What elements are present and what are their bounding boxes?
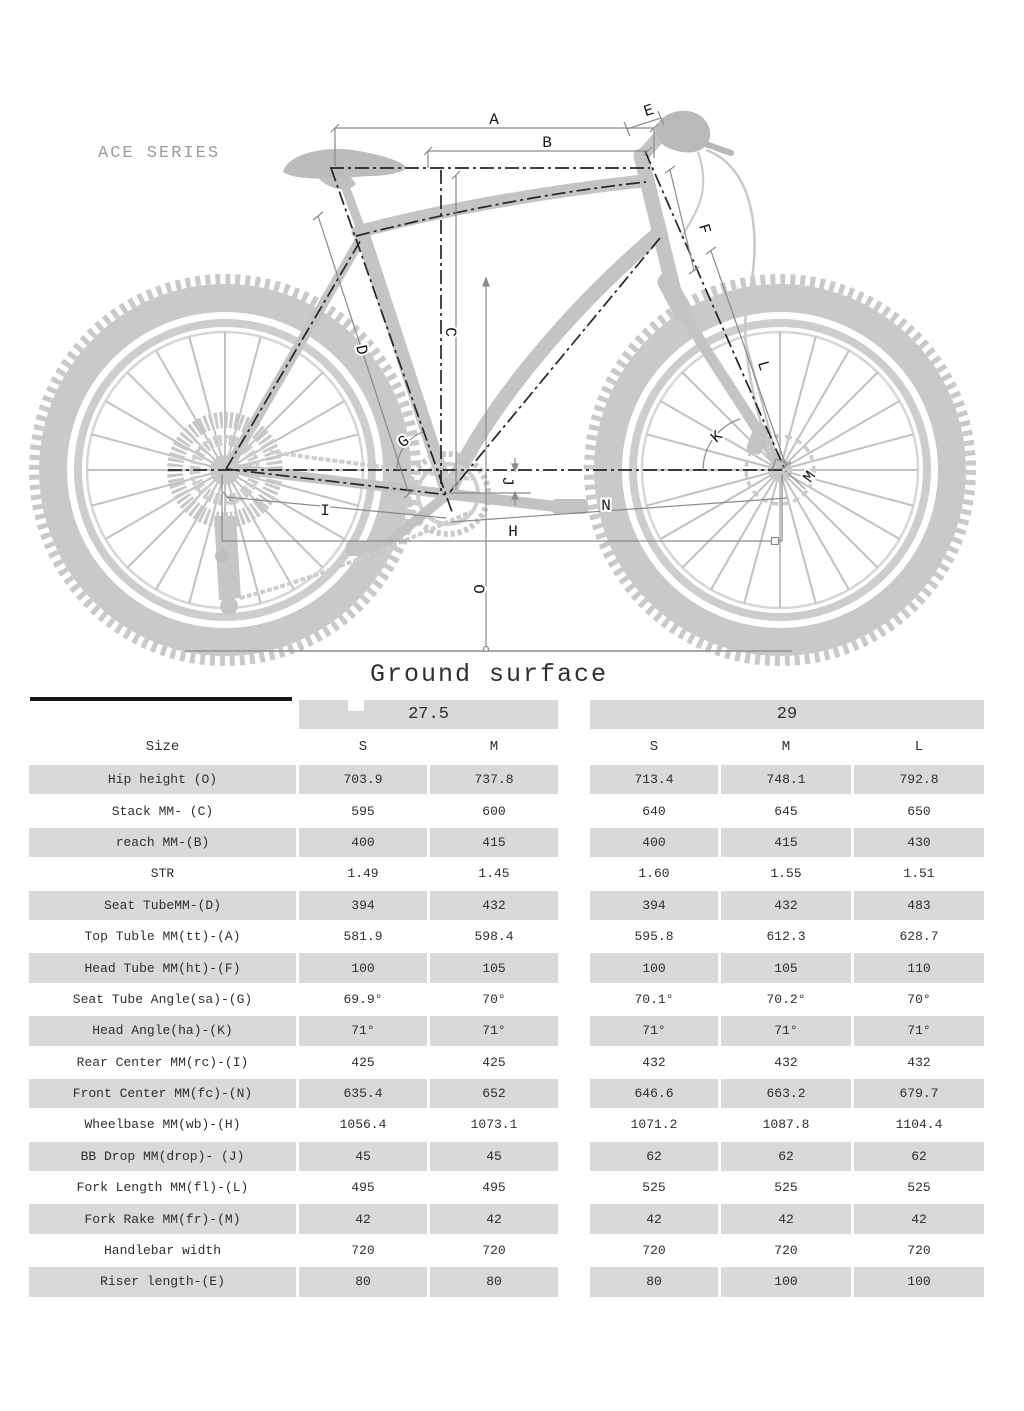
dim-label-g: G [394,431,414,453]
row-value: 645 [774,803,798,819]
table-row [29,1078,987,1109]
dim-label-f: F [694,221,714,237]
header-spacer [29,700,296,729]
table-row [29,952,987,983]
row-value: 430 [854,828,984,857]
table-row [29,1047,987,1078]
series-title: ACE SERIES [98,144,221,163]
row-value: 71° [299,1016,427,1045]
size-col: M [781,738,791,755]
table-row [29,1015,987,1046]
table-row [29,1235,987,1266]
row-value: 100 [299,953,427,982]
row-value: 42 [721,1204,851,1233]
row-value: 1.55 [770,866,802,882]
table-row [29,795,987,826]
row-label: Fork Length MM(fl)-(L) [76,1180,249,1196]
row-value: 720 [482,1243,506,1259]
row-value: 394 [590,891,718,920]
row-value: 80 [299,1267,427,1296]
size-col: S [358,738,368,755]
row-value: 80 [590,1267,718,1296]
column-gap [561,859,587,888]
table-row [29,764,987,795]
table-row [29,1203,987,1234]
table-row [29,921,987,952]
row-value: 652 [430,1079,558,1108]
row-value: 628.7 [899,929,939,945]
column-gap [561,1048,587,1077]
row-value: 1056.4 [339,1117,387,1133]
column-gap [561,1110,587,1139]
wheel-size-header-row [29,700,987,729]
row-label: Hip height (O) [29,765,296,794]
crank-arm-icon [448,494,560,507]
row-value: 640 [642,803,666,819]
row-value: 110 [854,953,984,982]
row-label: Rear Center MM(rc)-(I) [76,1054,249,1070]
row-value: 612.3 [766,929,806,945]
table-body [29,764,987,1298]
column-gap [561,700,587,729]
column-gap [561,1173,587,1202]
table-row [29,827,987,858]
row-value: 679.7 [854,1079,984,1108]
wheel-group-29 [590,700,984,729]
row-label: STR [150,866,175,882]
column-gap [561,729,587,764]
left-pedal-icon [346,541,384,556]
row-value: 432 [907,1054,931,1070]
row-value: 71° [430,1016,558,1045]
row-value: 42 [430,1204,558,1233]
table-row [29,858,987,889]
wheel-group-label: 29 [776,705,798,724]
row-value: 105 [721,953,851,982]
column-gap [561,796,587,825]
row-label: Head Tube MM(ht)-(F) [29,953,296,982]
column-gap [561,922,587,951]
row-value: 792.8 [854,765,984,794]
row-value: 71° [590,1016,718,1045]
row-value: 42 [590,1204,718,1233]
row-value: 100 [721,1267,851,1296]
row-value: 71° [721,1016,851,1045]
row-value: 69.9° [343,991,383,1007]
row-value: 713.4 [590,765,718,794]
saddle-icon [283,149,405,179]
row-value: 42 [854,1204,984,1233]
row-value: 720 [642,1243,666,1259]
dim-label-e: E [641,100,657,122]
wheel-group-label: 27.5 [408,705,449,724]
row-value: 525 [907,1180,931,1196]
row-value: 432 [721,891,851,920]
row-value: 495 [351,1180,375,1196]
row-value: 737.8 [430,765,558,794]
size-header-row [29,729,987,764]
row-value: 748.1 [721,765,851,794]
row-value: 400 [590,828,718,857]
size-col: L [914,738,924,755]
brake-lever-icon [700,142,731,153]
row-value: 581.9 [343,929,383,945]
row-value: 720 [774,1243,798,1259]
row-value: 525 [774,1180,798,1196]
row-value: 703.9 [299,765,427,794]
dim-label-b: B [542,134,552,152]
row-value: 1104.4 [895,1117,943,1133]
row-value: 720 [351,1243,375,1259]
dim-label-c: C [441,327,459,337]
row-label: Stack MM- (C) [111,803,214,819]
row-value: 100 [590,953,718,982]
dim-label-h: H [508,523,518,541]
row-label: Fork Rake MM(fr)-(M) [29,1204,296,1233]
dim-label-d: D [351,343,371,357]
row-value: 432 [642,1054,666,1070]
table-row [29,1141,987,1172]
dim-label-n: N [601,497,611,515]
row-value: 663.2 [721,1079,851,1108]
dim-label-j: J [498,476,516,486]
row-value: 71° [854,1016,984,1045]
row-value: 720 [907,1243,931,1259]
row-value: 1.49 [347,866,379,882]
column-gap [561,1204,587,1233]
row-value: 415 [430,828,558,857]
header-notch [348,700,364,711]
row-value: 598.4 [474,929,514,945]
row-label: Head Angle(ha)-(K) [29,1016,296,1045]
table-row [29,984,987,1015]
row-value: 415 [721,828,851,857]
table-row [29,1172,987,1203]
table-row [29,890,987,921]
dim-label-i: I [320,502,330,520]
row-value: 70° [907,991,931,1007]
table-row [29,1266,987,1297]
dim-label-o: O [469,584,487,594]
column-gap [561,828,587,857]
row-value: 432 [430,891,558,920]
row-value: 595.8 [634,929,674,945]
row-value: 80 [430,1267,558,1296]
row-value: 595 [351,803,375,819]
row-value: 42 [299,1204,427,1233]
row-value: 45 [299,1142,427,1171]
row-value: 1.45 [478,866,510,882]
size-label: Size [145,738,180,755]
row-value: 400 [299,828,427,857]
row-value: 62 [721,1142,851,1171]
row-value: 105 [430,953,558,982]
row-value: 525 [642,1180,666,1196]
row-value: 70° [482,991,506,1007]
row-value: 62 [590,1142,718,1171]
geometry-table [29,700,987,1298]
row-value: 483 [854,891,984,920]
wheel-group-27-5 [299,700,558,729]
row-value: 70.1° [634,991,674,1007]
row-value: 1071.2 [630,1117,678,1133]
row-value: 495 [482,1180,506,1196]
row-value: 45 [430,1142,558,1171]
dim-label-k: K [707,427,727,447]
row-value: 1087.8 [762,1117,810,1133]
row-label: Front Center MM(fc)-(N) [29,1079,296,1108]
row-value: 1073.1 [470,1117,518,1133]
row-label: reach MM-(B) [29,828,296,857]
pedal-icon [552,499,588,514]
ground-surface-label: Ground surface [369,660,609,689]
row-value: 646.6 [590,1079,718,1108]
column-gap [561,953,587,982]
row-value: 650 [907,803,931,819]
row-value: 432 [774,1054,798,1070]
row-label: Riser length-(E) [29,1267,296,1296]
row-label: Seat TubeMM-(D) [29,891,296,920]
row-value: 600 [482,803,506,819]
bike-geometry-diagram [0,0,1024,698]
column-gap [561,1142,587,1171]
column-gap [561,1267,587,1296]
row-value: 70.2° [766,991,806,1007]
column-gap [561,1079,587,1108]
row-value: 1.60 [638,866,670,882]
row-label: Wheelbase MM(wb)-(H) [84,1117,241,1133]
column-gap [561,985,587,1014]
row-value: 635.4 [299,1079,427,1108]
row-value: 100 [854,1267,984,1296]
column-gap [561,1016,587,1045]
row-value: 425 [351,1054,375,1070]
size-col: S [649,738,659,755]
column-gap [561,1236,587,1265]
row-label: Top Tuble MM(tt)-(A) [84,929,241,945]
row-value: 62 [854,1142,984,1171]
row-value: 425 [482,1054,506,1070]
row-label: BB Drop MM(drop)- (J) [29,1142,296,1171]
row-value: 1.51 [903,866,935,882]
size-col: M [489,738,499,755]
geometry-svg [0,0,1024,698]
column-gap [561,765,587,794]
row-value: 394 [299,891,427,920]
dim-B [428,151,648,168]
column-gap [561,891,587,920]
handlebar-icon [655,111,710,153]
dim-label-m: M [799,467,821,487]
row-label: Seat Tube Angle(sa)-(G) [72,991,253,1007]
table-row [29,1109,987,1140]
dim-label-l: L [753,358,773,374]
dim-label-a: A [489,111,499,129]
row-label: Handlebar width [103,1243,222,1259]
